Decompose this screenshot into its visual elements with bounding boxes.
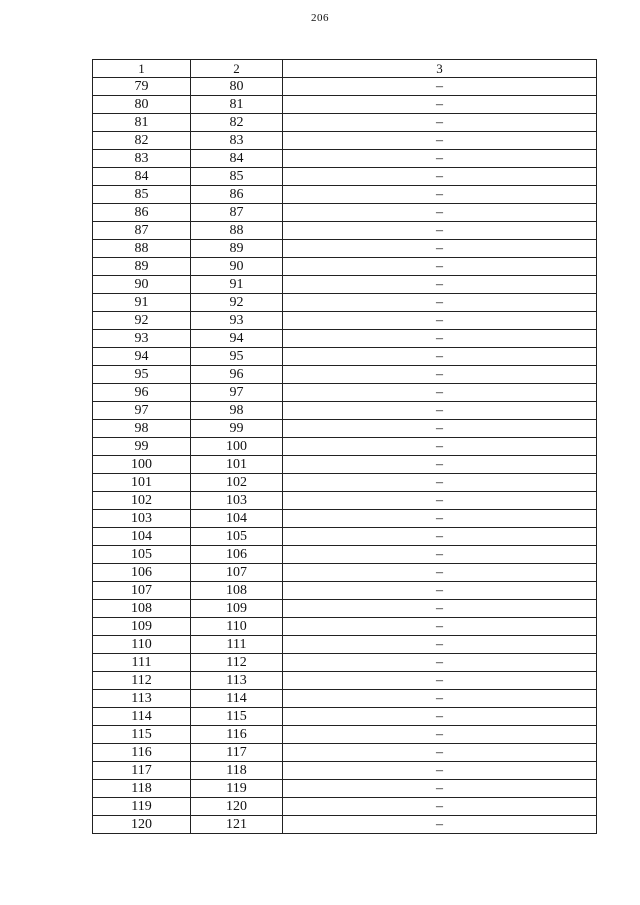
table-cell-col-3: – bbox=[283, 366, 597, 384]
table-cell-col-3: – bbox=[283, 402, 597, 420]
table-cell-col-3: – bbox=[283, 564, 597, 582]
table-cell-col-2: 80 bbox=[191, 78, 283, 96]
table-row bbox=[93, 258, 597, 276]
table-cell-col-2: 98 bbox=[191, 402, 283, 420]
table-cell-col-3: – bbox=[283, 636, 597, 654]
column-header-3: 3 bbox=[283, 60, 597, 78]
table-cell-col-1: 89 bbox=[93, 258, 191, 276]
table-row bbox=[93, 744, 597, 762]
table-cell-col-2: 119 bbox=[191, 780, 283, 798]
table-cell-col-3: – bbox=[283, 348, 597, 366]
table-cell-col-1: 85 bbox=[93, 186, 191, 204]
table-cell-col-3: – bbox=[283, 672, 597, 690]
table-cell-col-1: 116 bbox=[93, 744, 191, 762]
table-cell-col-1: 86 bbox=[93, 204, 191, 222]
table-cell-col-1: 79 bbox=[93, 78, 191, 96]
table-row bbox=[93, 798, 597, 816]
table-cell-col-1: 120 bbox=[93, 816, 191, 834]
table-cell-col-1: 90 bbox=[93, 276, 191, 294]
table-cell-col-2: 100 bbox=[191, 438, 283, 456]
table-row bbox=[93, 96, 597, 114]
table-cell-col-2: 108 bbox=[191, 582, 283, 600]
table-cell-col-2: 95 bbox=[191, 348, 283, 366]
table-cell-col-2: 81 bbox=[191, 96, 283, 114]
table-row bbox=[93, 384, 597, 402]
table-cell-col-1: 101 bbox=[93, 474, 191, 492]
table-row bbox=[93, 132, 597, 150]
table-row bbox=[93, 762, 597, 780]
table-row bbox=[93, 168, 597, 186]
table-row bbox=[93, 816, 597, 834]
table-cell-col-1: 110 bbox=[93, 636, 191, 654]
table-cell-col-3: – bbox=[283, 456, 597, 474]
page-number: 206 bbox=[311, 12, 329, 24]
table-cell-col-3: – bbox=[283, 528, 597, 546]
table-cell-col-3: – bbox=[283, 618, 597, 636]
table-row bbox=[93, 582, 597, 600]
table-row bbox=[93, 564, 597, 582]
table-cell-col-2: 99 bbox=[191, 420, 283, 438]
table-cell-col-2: 90 bbox=[191, 258, 283, 276]
table-cell-col-1: 109 bbox=[93, 618, 191, 636]
table-cell-col-2: 103 bbox=[191, 492, 283, 510]
table-cell-col-3: – bbox=[283, 186, 597, 204]
table-row bbox=[93, 402, 597, 420]
table-cell-col-3: – bbox=[283, 312, 597, 330]
table-cell-col-3: – bbox=[283, 798, 597, 816]
table-cell-col-3: – bbox=[283, 258, 597, 276]
table-row bbox=[93, 672, 597, 690]
table-row bbox=[93, 348, 597, 366]
table-row bbox=[93, 150, 597, 168]
table-cell-col-3: – bbox=[283, 546, 597, 564]
table-cell-col-2: 83 bbox=[191, 132, 283, 150]
table-row bbox=[93, 330, 597, 348]
table-cell-col-2: 114 bbox=[191, 690, 283, 708]
table-cell-col-2: 93 bbox=[191, 312, 283, 330]
table-cell-col-1: 93 bbox=[93, 330, 191, 348]
table-cell-col-3: – bbox=[283, 780, 597, 798]
table-cell-col-3: – bbox=[283, 204, 597, 222]
table-row bbox=[93, 636, 597, 654]
table-cell-col-3: – bbox=[283, 114, 597, 132]
table-cell-col-1: 107 bbox=[93, 582, 191, 600]
table-cell-col-3: – bbox=[283, 132, 597, 150]
table-cell-col-2: 101 bbox=[191, 456, 283, 474]
table-cell-col-1: 115 bbox=[93, 726, 191, 744]
table-cell-col-2: 110 bbox=[191, 618, 283, 636]
table-cell-col-1: 114 bbox=[93, 708, 191, 726]
table-cell-col-3: – bbox=[283, 96, 597, 114]
table-cell-col-3: – bbox=[283, 474, 597, 492]
table-cell-col-1: 80 bbox=[93, 96, 191, 114]
table-body bbox=[93, 78, 597, 834]
table-cell-col-2: 121 bbox=[191, 816, 283, 834]
table-cell-col-1: 96 bbox=[93, 384, 191, 402]
table-cell-col-1: 99 bbox=[93, 438, 191, 456]
table-cell-col-3: – bbox=[283, 438, 597, 456]
table-row bbox=[93, 204, 597, 222]
table-cell-col-2: 117 bbox=[191, 744, 283, 762]
table-cell-col-3: – bbox=[283, 726, 597, 744]
table-cell-col-3: – bbox=[283, 420, 597, 438]
table-cell-col-1: 108 bbox=[93, 600, 191, 618]
table-cell-col-1: 94 bbox=[93, 348, 191, 366]
table-cell-col-1: 81 bbox=[93, 114, 191, 132]
table-row bbox=[93, 186, 597, 204]
table-row bbox=[93, 240, 597, 258]
table-cell-col-1: 106 bbox=[93, 564, 191, 582]
table-cell-col-2: 88 bbox=[191, 222, 283, 240]
table-row bbox=[93, 456, 597, 474]
table-cell-col-2: 86 bbox=[191, 186, 283, 204]
table-row bbox=[93, 492, 597, 510]
table-cell-col-3: – bbox=[283, 690, 597, 708]
table-row bbox=[93, 618, 597, 636]
table-cell-col-2: 111 bbox=[191, 636, 283, 654]
table-cell-col-2: 102 bbox=[191, 474, 283, 492]
table-cell-col-1: 83 bbox=[93, 150, 191, 168]
table-row bbox=[93, 510, 597, 528]
table-row bbox=[93, 276, 597, 294]
table-row bbox=[93, 78, 597, 96]
table-row bbox=[93, 438, 597, 456]
table-cell-col-1: 84 bbox=[93, 168, 191, 186]
table-cell-col-2: 112 bbox=[191, 654, 283, 672]
table-cell-col-2: 116 bbox=[191, 726, 283, 744]
table-row bbox=[93, 222, 597, 240]
table-cell-col-1: 98 bbox=[93, 420, 191, 438]
table-row bbox=[93, 690, 597, 708]
table-cell-col-2: 106 bbox=[191, 546, 283, 564]
table-cell-col-3: – bbox=[283, 762, 597, 780]
table-cell-col-3: – bbox=[283, 654, 597, 672]
table-cell-col-3: – bbox=[283, 78, 597, 96]
table-row bbox=[93, 726, 597, 744]
table-row bbox=[93, 708, 597, 726]
table-cell-col-2: 104 bbox=[191, 510, 283, 528]
table-cell-col-3: – bbox=[283, 492, 597, 510]
table-cell-col-1: 105 bbox=[93, 546, 191, 564]
table-row bbox=[93, 366, 597, 384]
table-cell-col-2: 84 bbox=[191, 150, 283, 168]
table-cell-col-1: 117 bbox=[93, 762, 191, 780]
table-row bbox=[93, 546, 597, 564]
table-cell-col-3: – bbox=[283, 240, 597, 258]
table-cell-col-1: 92 bbox=[93, 312, 191, 330]
table-cell-col-1: 100 bbox=[93, 456, 191, 474]
table-cell-col-3: – bbox=[283, 330, 597, 348]
table-cell-col-2: 113 bbox=[191, 672, 283, 690]
table-cell-col-1: 91 bbox=[93, 294, 191, 312]
table-row bbox=[93, 474, 597, 492]
table-cell-col-3: – bbox=[283, 708, 597, 726]
table-cell-col-3: – bbox=[283, 816, 597, 834]
table-cell-col-2: 118 bbox=[191, 762, 283, 780]
table-cell-col-2: 82 bbox=[191, 114, 283, 132]
table-cell-col-1: 113 bbox=[93, 690, 191, 708]
table-cell-col-3: – bbox=[283, 168, 597, 186]
table-cell-col-1: 97 bbox=[93, 402, 191, 420]
table-cell-col-1: 88 bbox=[93, 240, 191, 258]
table-cell-col-2: 92 bbox=[191, 294, 283, 312]
table-cell-col-1: 95 bbox=[93, 366, 191, 384]
table-cell-col-2: 89 bbox=[191, 240, 283, 258]
table-cell-col-1: 87 bbox=[93, 222, 191, 240]
data-table bbox=[92, 59, 597, 834]
table-cell-col-2: 120 bbox=[191, 798, 283, 816]
table-row bbox=[93, 420, 597, 438]
table-cell-col-2: 85 bbox=[191, 168, 283, 186]
table-cell-col-3: – bbox=[283, 222, 597, 240]
table-row bbox=[93, 312, 597, 330]
table-row bbox=[93, 654, 597, 672]
table-cell-col-2: 87 bbox=[191, 204, 283, 222]
table-cell-col-3: – bbox=[283, 294, 597, 312]
table-cell-col-1: 103 bbox=[93, 510, 191, 528]
table-cell-col-3: – bbox=[283, 600, 597, 618]
table-cell-col-2: 109 bbox=[191, 600, 283, 618]
table-cell-col-2: 91 bbox=[191, 276, 283, 294]
table-cell-col-3: – bbox=[283, 150, 597, 168]
table-cell-col-1: 119 bbox=[93, 798, 191, 816]
table-cell-col-2: 97 bbox=[191, 384, 283, 402]
table-cell-col-3: – bbox=[283, 384, 597, 402]
table-row bbox=[93, 600, 597, 618]
column-header-1: 1 bbox=[93, 60, 191, 78]
table-cell-col-2: 115 bbox=[191, 708, 283, 726]
table-cell-col-2: 94 bbox=[191, 330, 283, 348]
table-cell-col-3: – bbox=[283, 744, 597, 762]
table-cell-col-1: 102 bbox=[93, 492, 191, 510]
table-cell-col-2: 96 bbox=[191, 366, 283, 384]
table-cell-col-2: 105 bbox=[191, 528, 283, 546]
table-cell-col-2: 107 bbox=[191, 564, 283, 582]
table-cell-col-1: 112 bbox=[93, 672, 191, 690]
header-row bbox=[93, 60, 597, 78]
table-cell-col-3: – bbox=[283, 582, 597, 600]
table-cell-col-1: 118 bbox=[93, 780, 191, 798]
table-row bbox=[93, 294, 597, 312]
table-cell-col-3: – bbox=[283, 276, 597, 294]
table-row bbox=[93, 528, 597, 546]
table-header bbox=[93, 60, 597, 78]
table-cell-col-1: 111 bbox=[93, 654, 191, 672]
table-row bbox=[93, 780, 597, 798]
table-cell-col-1: 82 bbox=[93, 132, 191, 150]
table-cell-col-3: – bbox=[283, 510, 597, 528]
table-row bbox=[93, 114, 597, 132]
table-cell-col-1: 104 bbox=[93, 528, 191, 546]
column-header-2: 2 bbox=[191, 60, 283, 78]
